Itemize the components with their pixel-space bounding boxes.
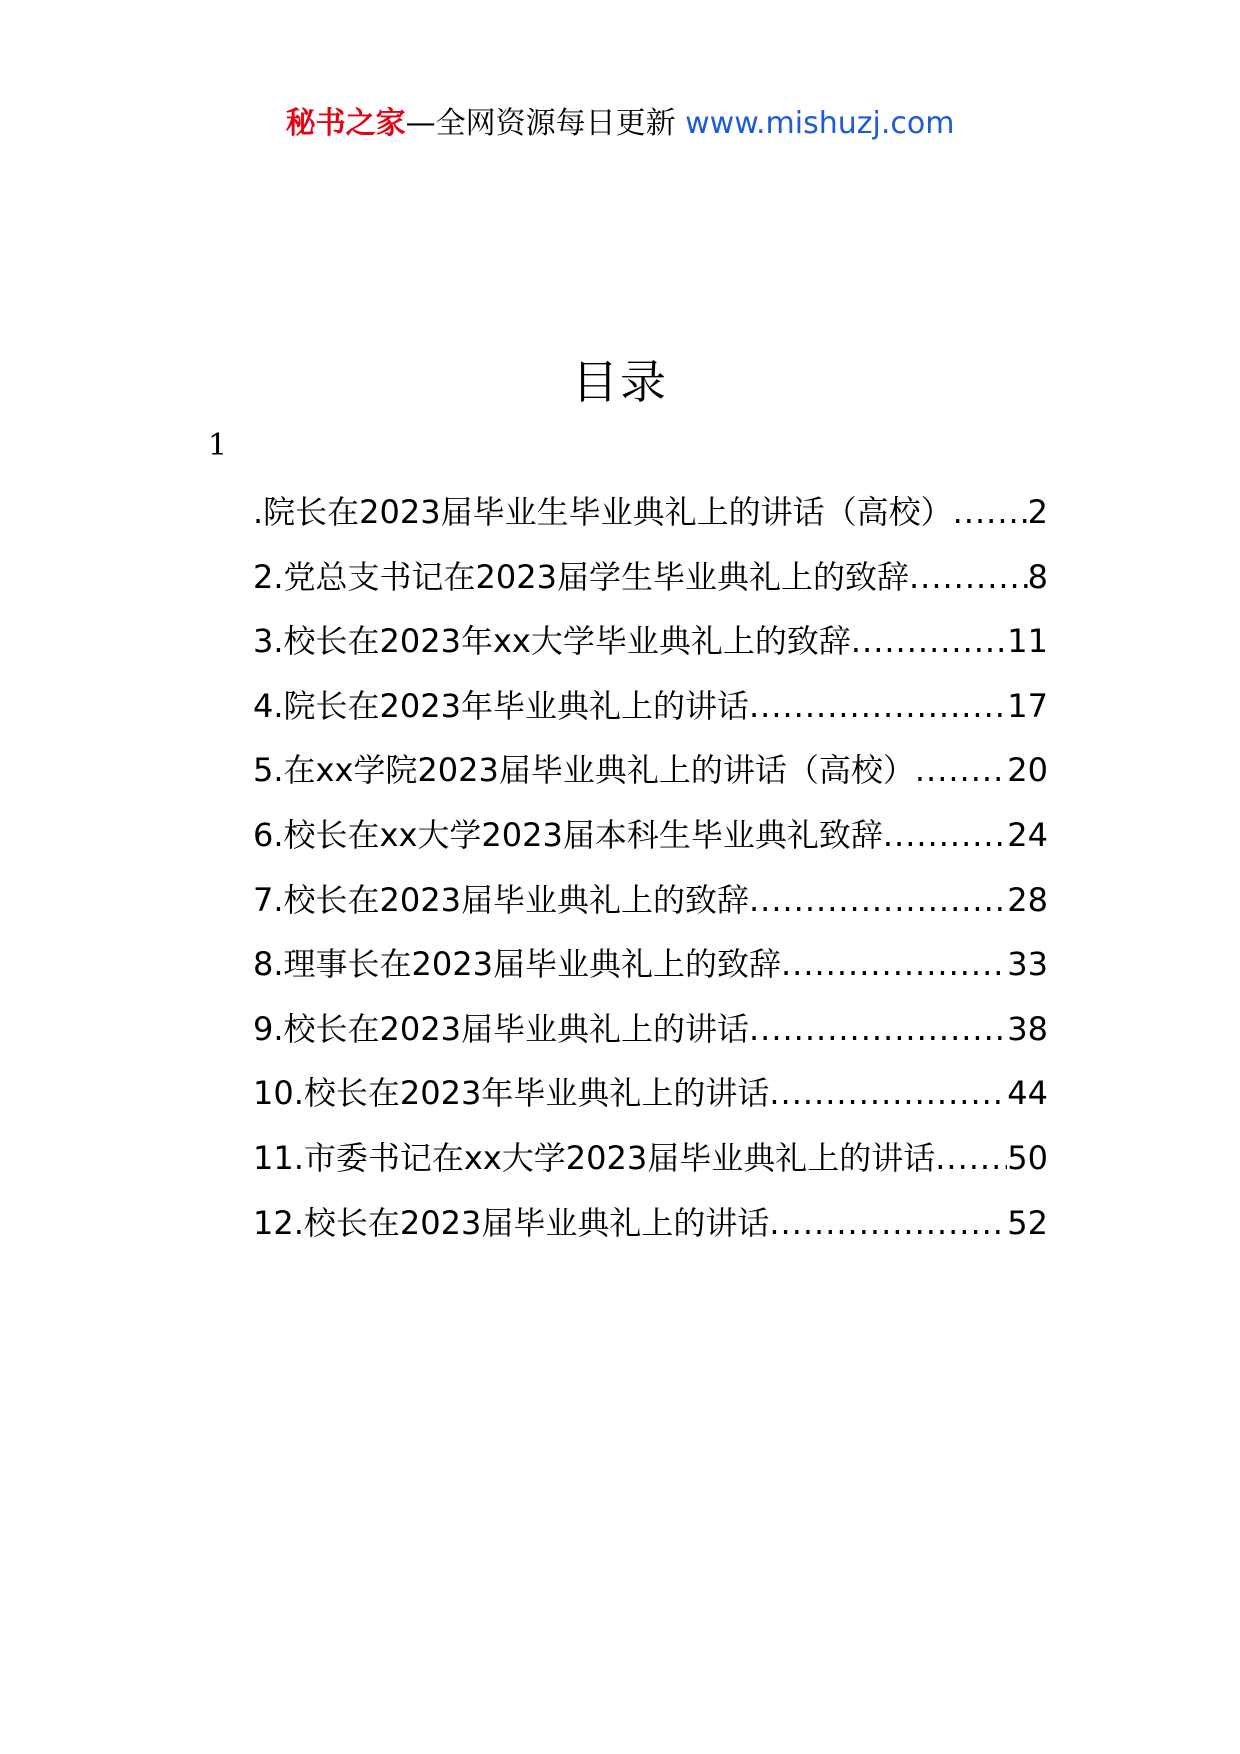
toc-entry[interactable] — [253, 876, 1048, 941]
toc-entry[interactable] — [253, 553, 1048, 618]
toc-entry-page: 2 — [1027, 493, 1048, 531]
toc-entry-page: 44 — [1007, 1074, 1048, 1113]
stray-page-number: 1 — [208, 428, 228, 463]
toc-entry[interactable] — [253, 811, 1048, 876]
toc-entry-text: 8.理事长在2023届毕业典礼上的致辞 — [253, 945, 781, 984]
toc-dot-leader — [769, 1199, 1007, 1247]
brand-name: 秘书之家 — [285, 106, 406, 141]
toc-entry-page: 33 — [1007, 945, 1048, 984]
toc-dot-leader — [781, 940, 1007, 988]
toc-entry-text: 5.在xx学院2023届毕业典礼上的讲话（高校） — [253, 751, 915, 790]
toc-entry-text: 2.党总支书记在2023届学生毕业典礼上的致辞 — [253, 557, 909, 596]
toc-dot-leader — [953, 488, 1028, 536]
toc-entry[interactable] — [253, 940, 1048, 1005]
toc-entry-page: 8 — [1027, 557, 1048, 596]
toc-entry-text: 3.校长在2023年xx大学毕业典礼上的致辞 — [253, 622, 851, 661]
toc-dot-leader — [851, 617, 1007, 665]
toc-entry-page: 38 — [1007, 1009, 1048, 1048]
header-tagline: —全网资源每日更新 — [405, 106, 676, 141]
toc-entry[interactable] — [253, 1069, 1048, 1134]
toc-entry[interactable] — [253, 617, 1048, 682]
toc-entry-text: 4.院长在2023年毕业典礼上的讲话 — [253, 686, 749, 725]
toc-entry-page: 20 — [1007, 751, 1048, 790]
toc-entry-page: 52 — [1007, 1203, 1048, 1242]
toc-dot-leader — [749, 1005, 1007, 1053]
toc-entry-page: 50 — [1007, 1138, 1048, 1177]
toc-entry-text: 10.校长在2023年毕业典礼上的讲话 — [253, 1074, 770, 1113]
toc-entry[interactable] — [253, 682, 1048, 747]
toc-dot-leader — [769, 1069, 1007, 1117]
toc-list — [253, 488, 1048, 1263]
toc-entry[interactable] — [253, 488, 1048, 553]
site-header — [0, 104, 1240, 144]
toc-entry-text: 9.校长在2023届毕业典礼上的讲话 — [253, 1009, 749, 1048]
toc-dot-leader — [909, 553, 1028, 601]
toc-dot-leader — [935, 1134, 1007, 1182]
toc-entry[interactable] — [253, 1005, 1048, 1070]
toc-entry-text: 12.校长在2023届毕业典礼上的讲话 — [253, 1203, 770, 1242]
toc-entry-text: 7.校长在2023届毕业典礼上的致辞 — [253, 880, 749, 919]
toc-entry-page: 17 — [1007, 686, 1048, 725]
site-url-link[interactable]: www.mishuzj.com — [685, 106, 955, 141]
toc-dot-leader — [883, 811, 1007, 859]
toc-entry-page: 28 — [1007, 880, 1048, 919]
toc-dot-leader — [749, 682, 1007, 730]
toc-entry[interactable] — [253, 746, 1048, 811]
toc-entry-text: .院长在2023届毕业生毕业典礼上的讲话（高校） — [253, 493, 953, 531]
toc-entry-text: 11.市委书记在xx大学2023届毕业典礼上的讲话 — [253, 1138, 936, 1177]
toc-entry-page: 24 — [1007, 815, 1048, 854]
toc-title: 目录 — [572, 355, 668, 409]
toc-dot-leader — [749, 876, 1007, 924]
toc-entry[interactable] — [253, 1134, 1048, 1199]
toc-dot-leader — [915, 746, 1007, 794]
toc-entry-page: 11 — [1007, 622, 1048, 661]
toc-entry[interactable] — [253, 1199, 1048, 1264]
toc-entry-text: 6.校长在xx大学2023届本科生毕业典礼致辞 — [253, 815, 883, 854]
